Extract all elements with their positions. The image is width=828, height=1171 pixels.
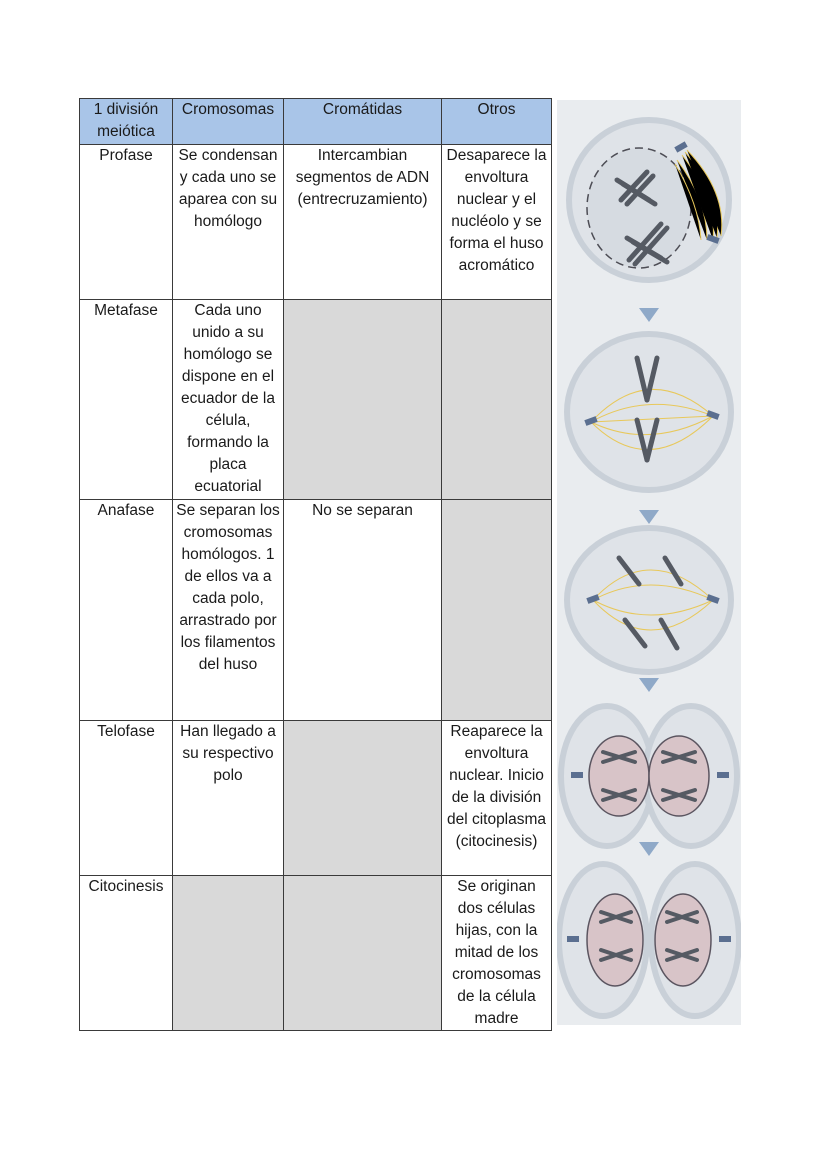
header-otros: Otros xyxy=(442,99,552,145)
table-header-row xyxy=(80,99,552,145)
cell-cromosomas: Han llegado a su respectivo polo xyxy=(173,721,284,876)
cell-cromosomas: Se separan los cromosomas homólogos. 1 de ellos va a cada polo, arrastrado por los filamentos del huso xyxy=(173,500,284,721)
cell-otros xyxy=(442,500,552,721)
table-row-telofase xyxy=(80,721,552,876)
anaphase-I-icon xyxy=(567,528,731,672)
table-row-profase xyxy=(80,145,552,300)
header-phase: 1 división meiótica xyxy=(80,99,173,145)
cell-otros: Reaparece la envoltura nuclear. Inicio de la división del citoplasma (citocinesis) xyxy=(442,721,552,876)
cell-phase: Telofase xyxy=(80,721,173,876)
header-cromosomas: Cromosomas xyxy=(173,99,284,145)
table-row-anafase xyxy=(80,500,552,721)
cell-phase: Anafase xyxy=(80,500,173,721)
cell-cromatidas xyxy=(284,721,442,876)
header-cromatidas: Cromátidas xyxy=(284,99,442,145)
cell-cromatidas: Intercambian segmentos de ADN (entrecruzamiento) xyxy=(284,145,442,300)
cell-cromatidas xyxy=(284,876,442,1031)
cell-otros: Desaparece la envoltura nuclear y el nucléolo y se forma el huso acromático xyxy=(442,145,552,300)
meiosis-illustration xyxy=(557,100,741,1025)
cell-cromatidas: No se separan xyxy=(284,500,442,721)
metaphase-I-icon xyxy=(567,334,731,490)
meiosis-table xyxy=(79,98,552,1031)
cell-cromosomas xyxy=(173,876,284,1031)
cell-cromosomas: Cada uno unido a su homólogo se dispone en el ecuador de la célula, formando la placa ecuatorial xyxy=(173,300,284,500)
cell-otros xyxy=(442,300,552,500)
cell-phase: Citocinesis xyxy=(80,876,173,1031)
cell-phase: Metafase xyxy=(80,300,173,500)
table-row-metafase xyxy=(80,300,552,500)
cell-cromosomas: Se condensan y cada uno se aparea con su homólogo xyxy=(173,145,284,300)
cell-otros: Se originan dos células hijas, con la mitad de los cromosomas de la célula madre xyxy=(442,876,552,1031)
cell-phase: Profase xyxy=(80,145,173,300)
cell-cromatidas xyxy=(284,300,442,500)
prophase-I-icon xyxy=(569,120,729,280)
table-row-citocinesis xyxy=(80,876,552,1031)
